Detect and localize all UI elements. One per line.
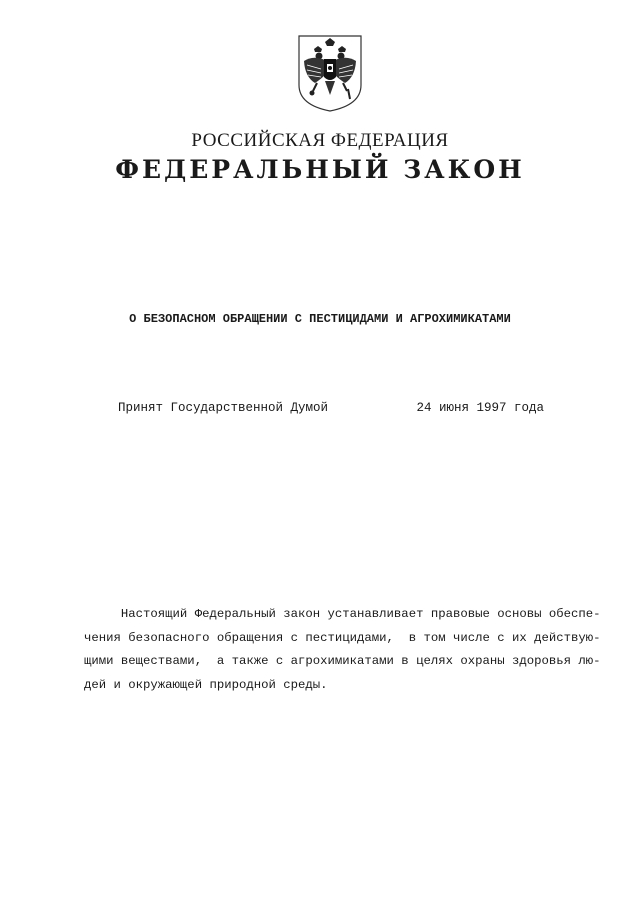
preamble-line: щими веществами, а также с агрохимикатами в целях охраны здоровья лю- — [84, 654, 601, 668]
document-type: ФЕДЕРАЛЬНЫЙ ЗАКОН — [115, 155, 525, 184]
preamble-line: дей и окружающей природной среды. — [84, 677, 328, 692]
adopted-by-label: Принят Государственной Думой — [118, 401, 329, 415]
coat-of-arms-emblem — [295, 33, 365, 113]
adoption-date: 24 июня 1997 года — [416, 401, 544, 415]
preamble-line: Настоящий Федеральный закон устанавливает правовые основы обеспе- — [84, 607, 601, 621]
preamble-line: чения безопасного обращения с пестицидами, в том числе с их действую- — [84, 630, 601, 645]
country-name: РОССИЙСКАЯ ФЕДЕРАЦИЯ — [191, 130, 449, 151]
law-title: О БЕЗОПАСНОМ ОБРАЩЕНИИ С ПЕСТИЦИДАМИ И АГРОХИМИКАТАМИ — [129, 312, 511, 326]
double-headed-eagle-icon — [295, 33, 365, 113]
preamble-paragraph — [84, 603, 601, 697]
